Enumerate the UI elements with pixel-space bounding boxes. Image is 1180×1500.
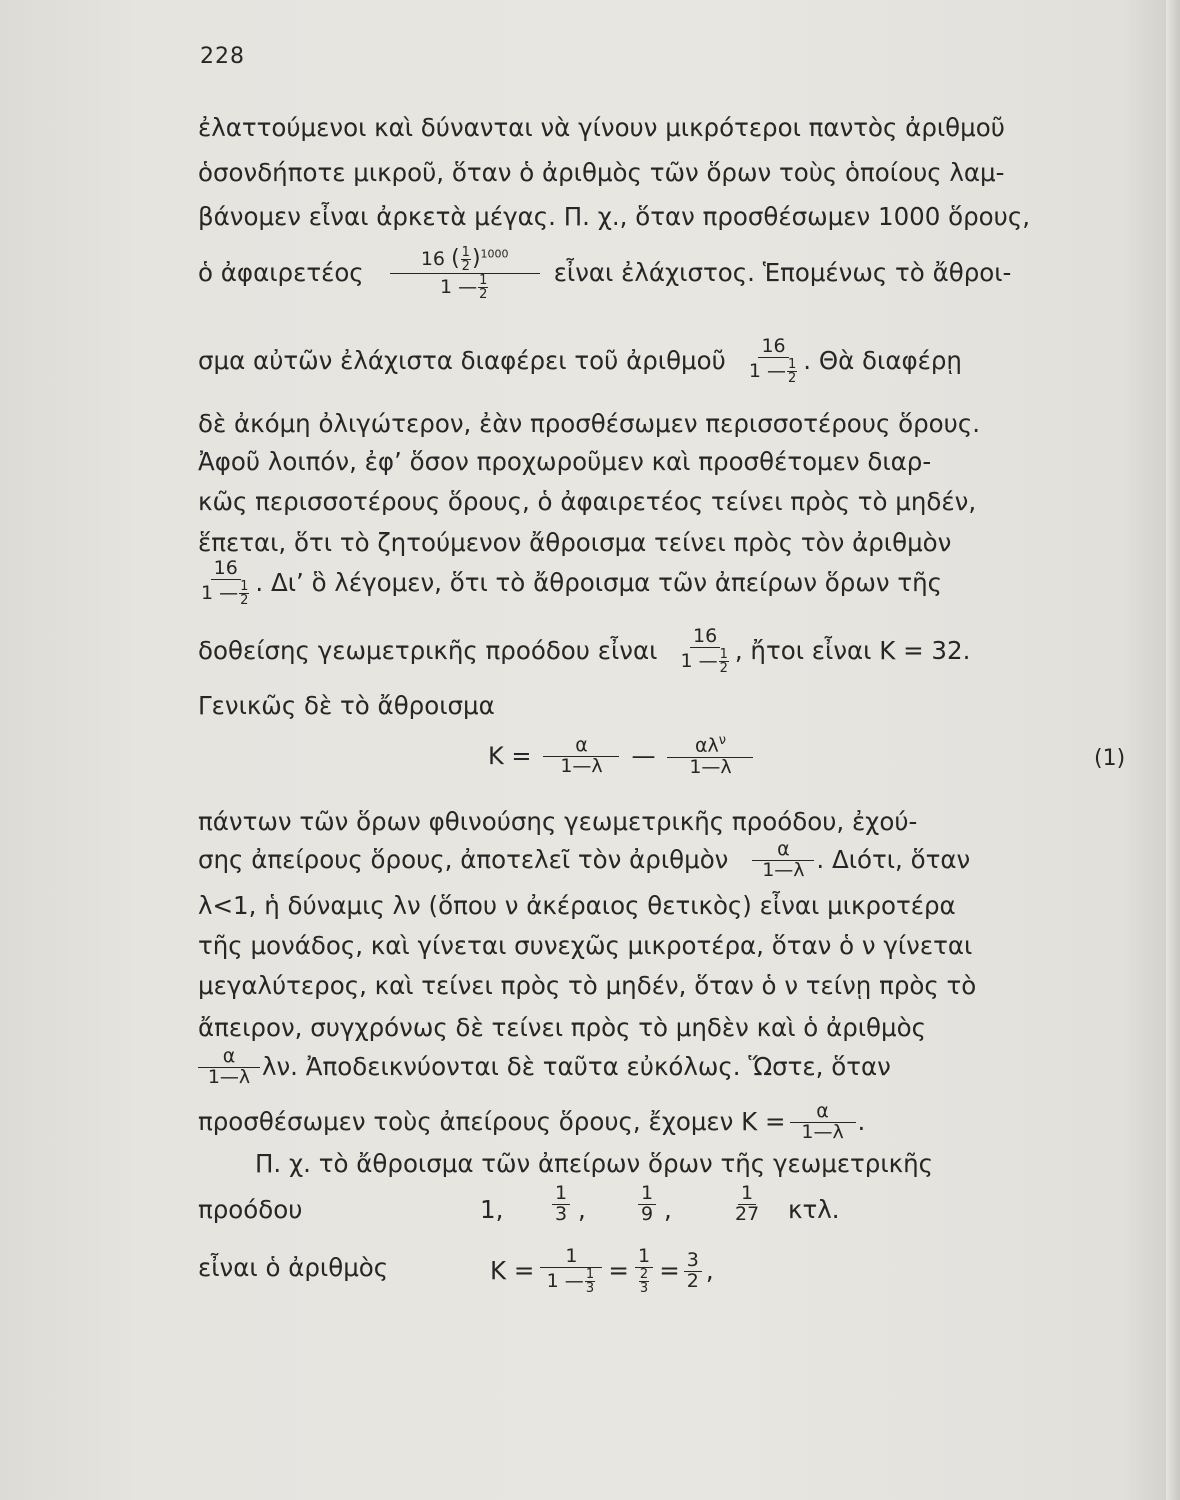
text-line-with-fraction [198, 1036, 1128, 1098]
line-text: , ἤτοι εἶναι Κ = 32. [734, 636, 971, 665]
equation-1: Κ = $\frac{\alpha}{1—\lambda}$ — $\frac{\alpha\lambda^\nu}{1—\lambda}$ [488, 730, 765, 782]
text-line-with-fraction [198, 830, 1128, 890]
text-line-with-fraction [198, 618, 1128, 684]
fraction-1-over-1-minus-third: 1 1 — $\frac{1}{3}$ [540, 1247, 602, 1295]
text-line [198, 408, 1128, 440]
text-line [198, 112, 1128, 144]
line-text: προσθέσωμεν τοὺς ἀπείρους ὅρους, ἔχομεν Κ = [198, 1107, 786, 1136]
line-text: προόδου [198, 1195, 303, 1224]
line-text: Ἀφοῦ λοιπόν, ἐφ’ ὅσον προχωροῦμεν καὶ προσθέτομεν διαρ- [198, 447, 932, 476]
line-text: ὁ ἀφαιρετέος [198, 258, 364, 287]
text-line [255, 1148, 1128, 1180]
line-text: βάνομεν εἶναι ἀρκετὰ μέγας. Π. χ., ὅταν προσθέσωμεν 1000 ὅρους, [198, 202, 1031, 231]
fraction-three-halves: $\frac{3}{2}$ [684, 1251, 702, 1292]
line-text: πάντων τῶν ὅρων φθινούσης γεωμετρικῆς προόδου, ἐχού- [198, 807, 918, 836]
line-text: τῆς μονάδος, καὶ γίνεται συνεχῶς μικροτέρα, ὅταν ὁ ν γίνεται [198, 931, 973, 960]
line-text: ὁσονδήποτε μικροῦ, ὅταν ὁ ἀριθμὸς τῶν ὅρων τοὺς ὁποίους λαμ- [198, 158, 1005, 187]
line-text: δὲ ἀκόμη ὀλιγώτερον, ἐὰν προσθέσωμεν περισσοτέρους ὅρους. [198, 409, 980, 438]
fraction-1-over-two-thirds: $\frac{1}{\frac{2}{3}}$ [635, 1247, 653, 1295]
one-minus: 1 — [439, 275, 478, 298]
one-half: $\frac{1}{2}$ [479, 272, 488, 302]
text-line [198, 157, 1128, 189]
line-text: . Θὰ διαφέρῃ [803, 346, 962, 375]
line-text: σμα αὐτῶν ἐλάχιστα διαφέρει τοῦ ἀριθμοῦ [198, 346, 726, 375]
fraction-alpha-over-1-minus-lambda: $\frac{\alpha}{1—\lambda}$ [790, 1102, 856, 1143]
fraction-alpha-lambda-nu-over-1-minus-lambda: $\frac{\alpha\lambda^\nu}{1—\lambda}$ [667, 734, 753, 777]
progression-line: προόδου 1, $\frac{1}{3}$ , $\frac{1}{9}$ , $\frac{1}{27}$ κτλ. [198, 1182, 840, 1225]
text-line-with-fraction: προσθέσωμεν τοὺς ἀπείρους ὅρους, ἔχομεν Κ = $\frac{\alpha}{1—\lambda}$ . [198, 1099, 866, 1143]
exponent: 1000 [480, 247, 509, 261]
term-etc: κτλ. [788, 1195, 840, 1224]
line-text: ἐλαττούμενοι καὶ δύνανται νὰ γίνουν μικρότεροι παντὸς ἀριθμοῦ [198, 113, 1005, 142]
line-text: μεγαλύτερος, καὶ τείνει πρὸς τὸ μηδέν, ὅταν ὁ ν τείνῃ πρὸς τὸ [198, 971, 977, 1000]
text-line [198, 486, 1128, 518]
line-text: Π. χ. τὸ ἄθροισμα τῶν ἀπείρων ὅρων τῆς γεωμετρικῆς [255, 1149, 933, 1178]
fraction-16-over-1-minus-half: 16 1 — $\frac{1}{2}$ [680, 625, 728, 676]
fraction-16-half-pow-1000: 16 ( $\frac{1}{2}$ )$^{1000}$ 1 — $\frac{1}{2}$ [390, 246, 540, 301]
fraction-alpha-over-1-minus-lambda: $\frac{\alpha}{1—\lambda}$ [198, 1047, 260, 1088]
equation-label: (1) [1094, 746, 1126, 771]
line-text: λν. Ἀποδεικνύονται δὲ ταῦτα εὐκόλως. Ὥστε, ὅταν [262, 1052, 891, 1081]
term-1: 1, [480, 1195, 504, 1224]
text-line [198, 446, 1128, 478]
text-line [198, 201, 1128, 233]
term-one-27th: $\frac{1}{27}$ [735, 1182, 760, 1225]
page-number: 228 [200, 44, 245, 69]
page-edge [1166, 0, 1180, 1500]
numerator-16: 16 [420, 247, 446, 270]
text-line-with-fraction [198, 548, 1128, 618]
line-text: εἶναι ἐλάχιστος. Ἑπομένως τὸ ἄθροι- [553, 258, 1012, 287]
text-line [198, 970, 1128, 1002]
fraction-alpha-over-1-minus-lambda: $\frac{\alpha}{1—\lambda}$ [752, 840, 814, 881]
text-line-with-fraction [198, 326, 1128, 396]
result-line [198, 1236, 1128, 1310]
text-line [198, 930, 1128, 962]
fraction-16-over-1-minus-half: 16 1 — $\frac{1}{2}$ [748, 335, 797, 386]
line-text: εἶναι ὁ ἀριθμὸς [198, 1253, 389, 1282]
one-half: $\frac{1}{2}$ [461, 244, 470, 274]
fraction-16-over-1-minus-half: 16 1 — $\frac{1}{2}$ [201, 557, 249, 608]
line-text: κῶς περισσοτέρους ὅρους, ὁ ἀφαιρετέος τείνει πρὸς τὸ μηδέν, [198, 487, 977, 516]
text-line [198, 690, 1128, 722]
line-text: σης ἀπείρους ὅρους, ἀποτελεῖ τὸν ἀριθμὸν [198, 845, 729, 874]
line-text: δοθείσης γεωμετρικῆς προόδου εἶναι [198, 636, 658, 665]
text-line [198, 890, 1128, 922]
line-text: λ<1, ἡ δύναμις λν (ὅπου ν ἀκέραιος θετικὸς) εἶναι μικροτέρα [198, 891, 956, 920]
line-text: . Διότι, ὅταν [816, 845, 971, 874]
line-text: ἕπεται, ὅτι τὸ ζητούμενον ἄθροισμα τείνει πρὸς τὸν ἀριθμὸν [198, 528, 952, 557]
line-text: Γενικῶς δὲ τὸ ἄθροισμα [198, 691, 495, 720]
line-text: ἄπειρον, συγχρόνως δὲ τείνει πρὸς τὸ μηδὲν καὶ ὁ ἀριθμὸς [198, 1013, 927, 1042]
text-line-with-fraction [198, 238, 1128, 308]
line-text: . Δι’ ὃ λέγομεν, ὅτι τὸ ἄθροισμα τῶν ἀπείρων ὅρων τῆς [255, 568, 942, 597]
result-equation: Κ = 1 1 — $\frac{1}{3}$ = $\frac{1}{\frac{2}{3}}$ = $\frac{3}{2}$ , [490, 1245, 714, 1296]
term-one-third: $\frac{1}{3}$ [552, 1184, 570, 1225]
term-one-ninth: $\frac{1}{9}$ [638, 1184, 656, 1225]
fraction-alpha-over-1-minus-lambda: $\frac{\alpha}{1—\lambda}$ [543, 736, 619, 777]
